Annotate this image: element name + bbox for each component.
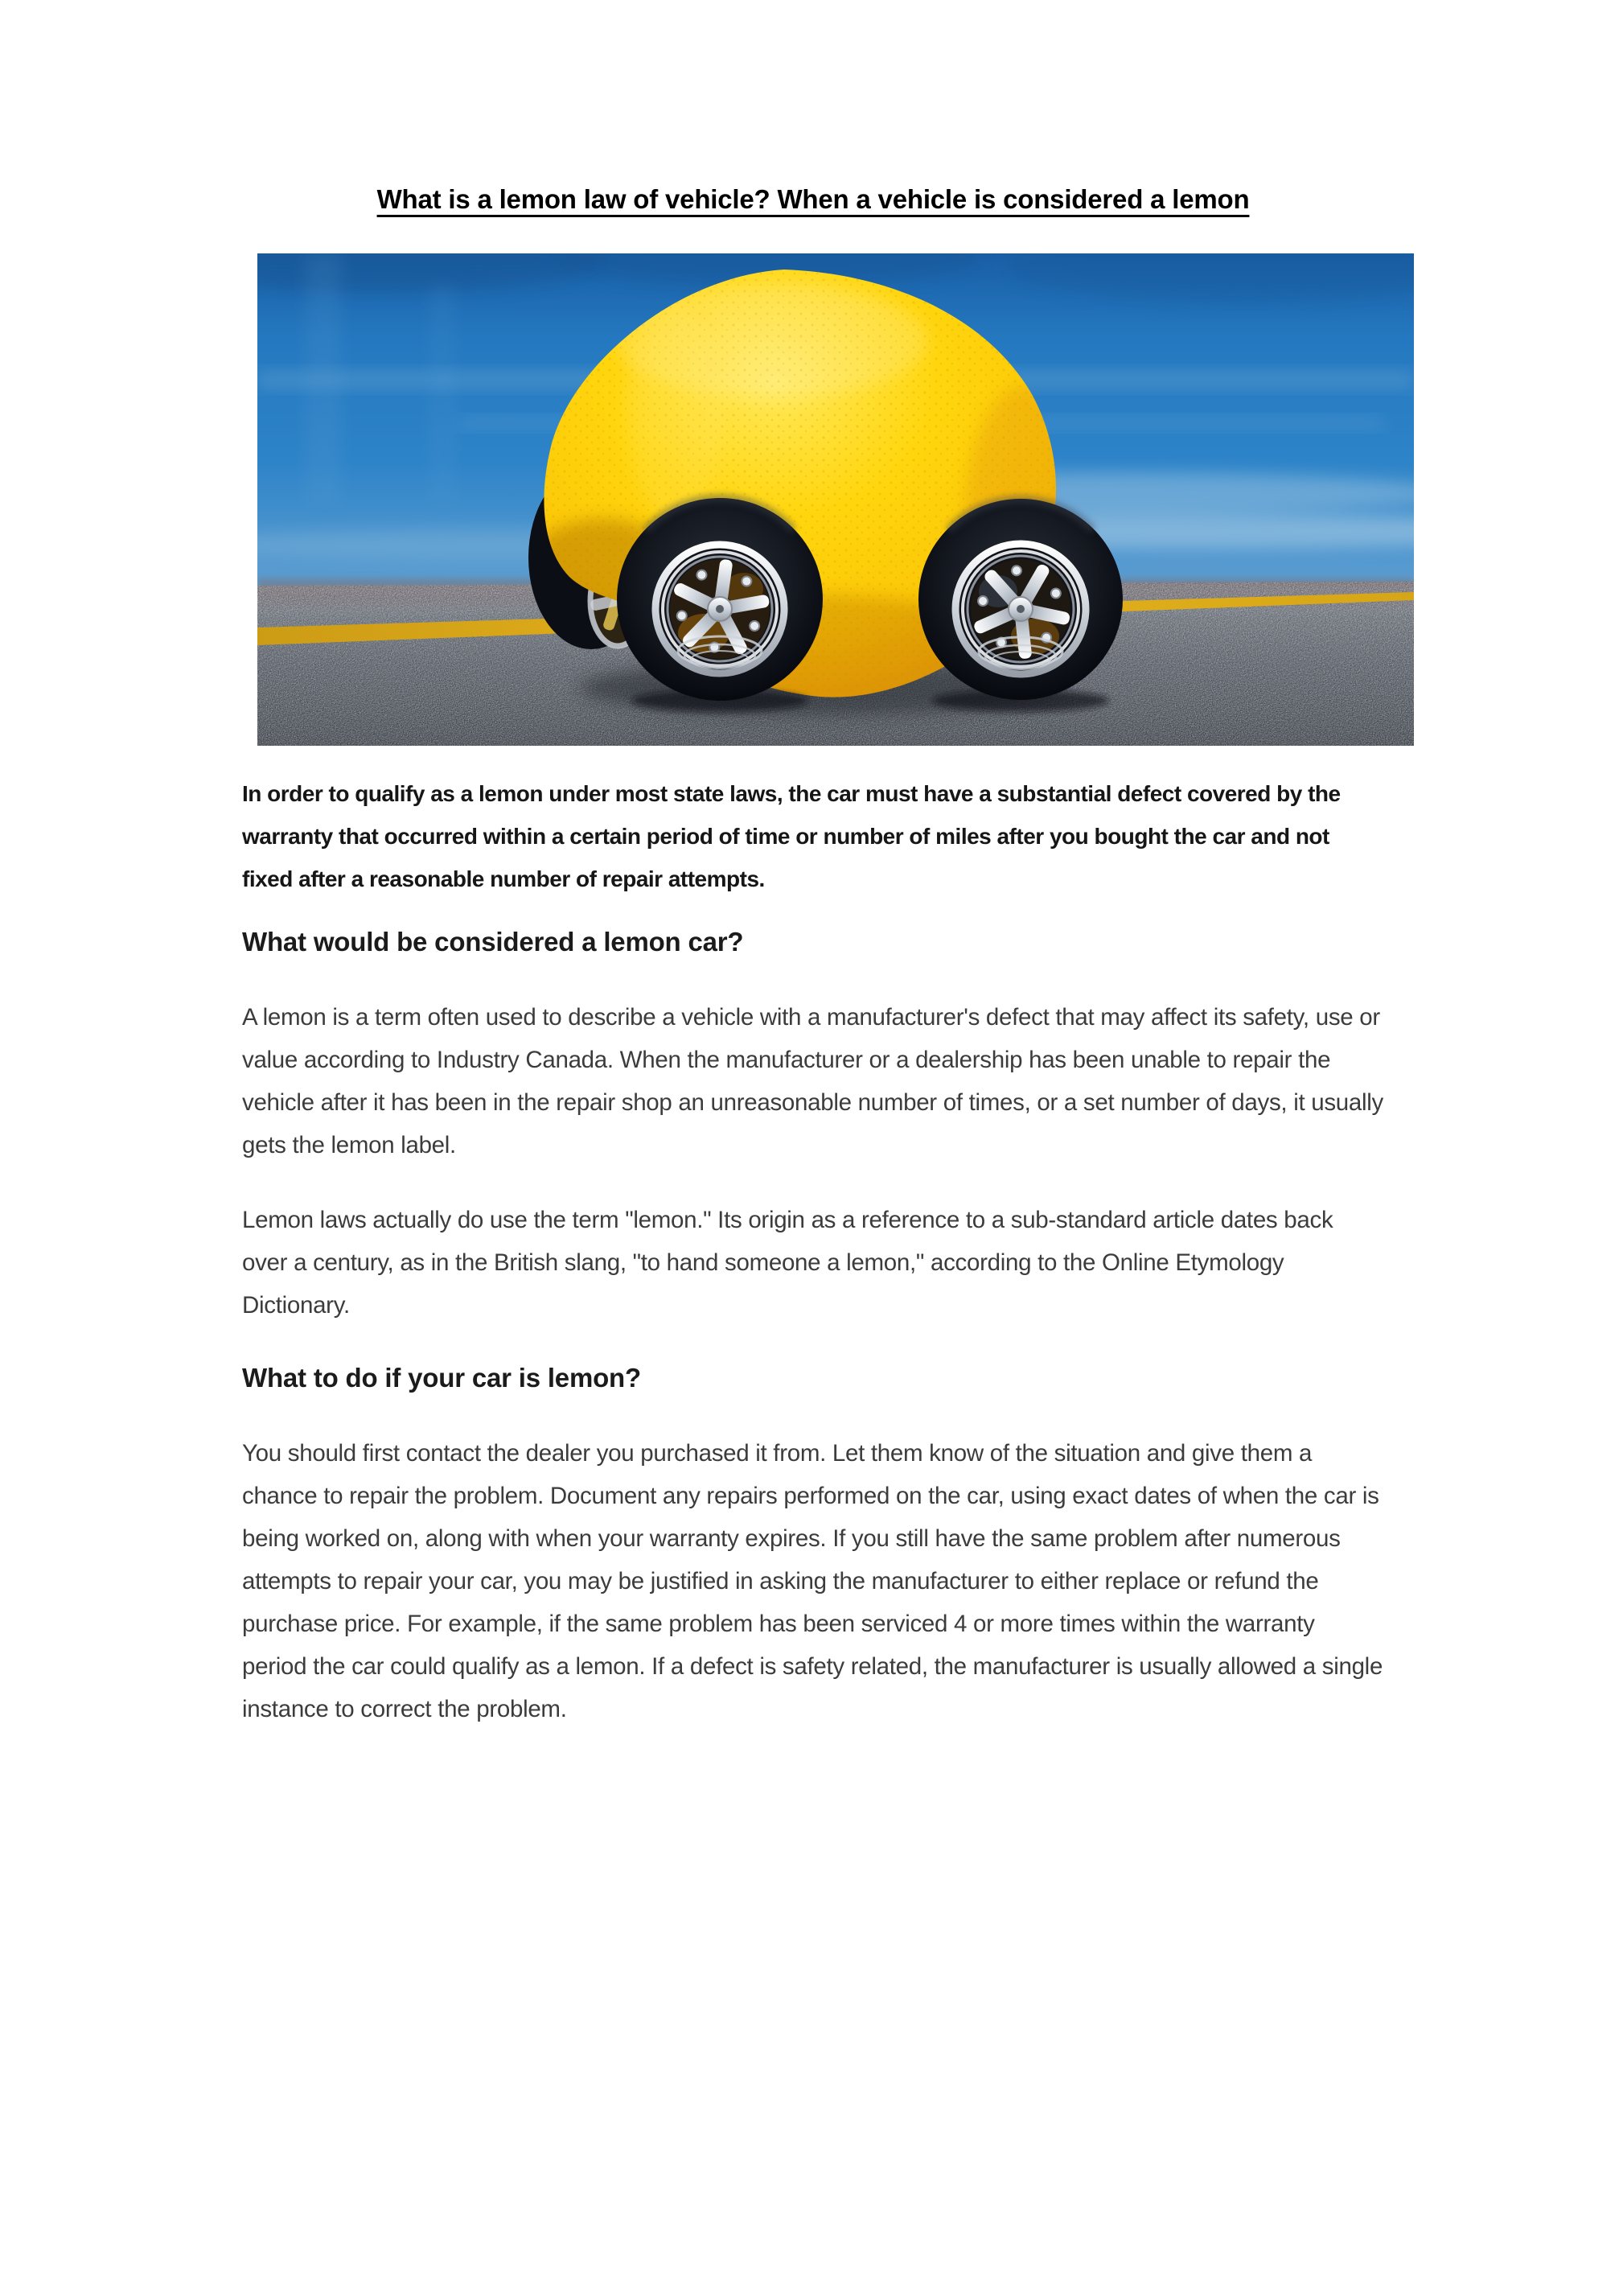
section-heading-what-to-do: What to do if your car is lemon?	[242, 1363, 641, 1393]
page-title-text: What is a lemon law of vehicle? When a vehicle is considered a lemon	[376, 184, 1250, 214]
paragraph-lemon-origin: Lemon laws actually do use the term "lemon." Its origin as a reference to a sub-standard article dates back over a century, as in the British slang, "to hand someone a lemon," according to the Online Etymology Dictionary.	[242, 1207, 1333, 1319]
document-content	[242, 181, 1384, 1730]
intro-paragraph: In order to qualify as a lemon under most state laws, the car must have a substantial defect covered by the warranty that occurred within a certain period of time or number of miles after you bought the car and not fixed after a reasonable number of repair attempts.	[242, 781, 1341, 891]
front-left-wheel	[617, 498, 823, 701]
section-heading-lemon-car: What would be considered a lemon car?	[242, 927, 744, 957]
front-right-wheel	[918, 499, 1123, 700]
lemon-car-image	[257, 253, 1414, 746]
paragraph-lemon-definition: A lemon is a term often used to describe a vehicle with a manufacturer's defect that may affect its safety, use or value according to Industry Canada. When the manufacturer or a dealership has been unable to repair the vehicle after it has been in the repair shop an unreasonable number of times, or a set number of days, it usually gets the lemon label.	[242, 1004, 1383, 1158]
paragraph-what-to-do: You should first contact the dealer you purchased it from. Let them know of the situation and give them a chance to repair the problem. Document any repairs performed on the car, using exact dates of when the car is being worked on, along with when your warranty expires. If you still have the same problem after numerous attempts to repair your car, you may be justified in asking the manufacturer to either replace or refund the purchase price. For example, if the same problem has been serviced 4 or more times within the warranty period the car could qualify as a lemon. If a defect is safety related, the manufacturer is usually allowed a single instance to correct the problem.	[242, 1440, 1383, 1722]
page-title	[242, 181, 1384, 218]
